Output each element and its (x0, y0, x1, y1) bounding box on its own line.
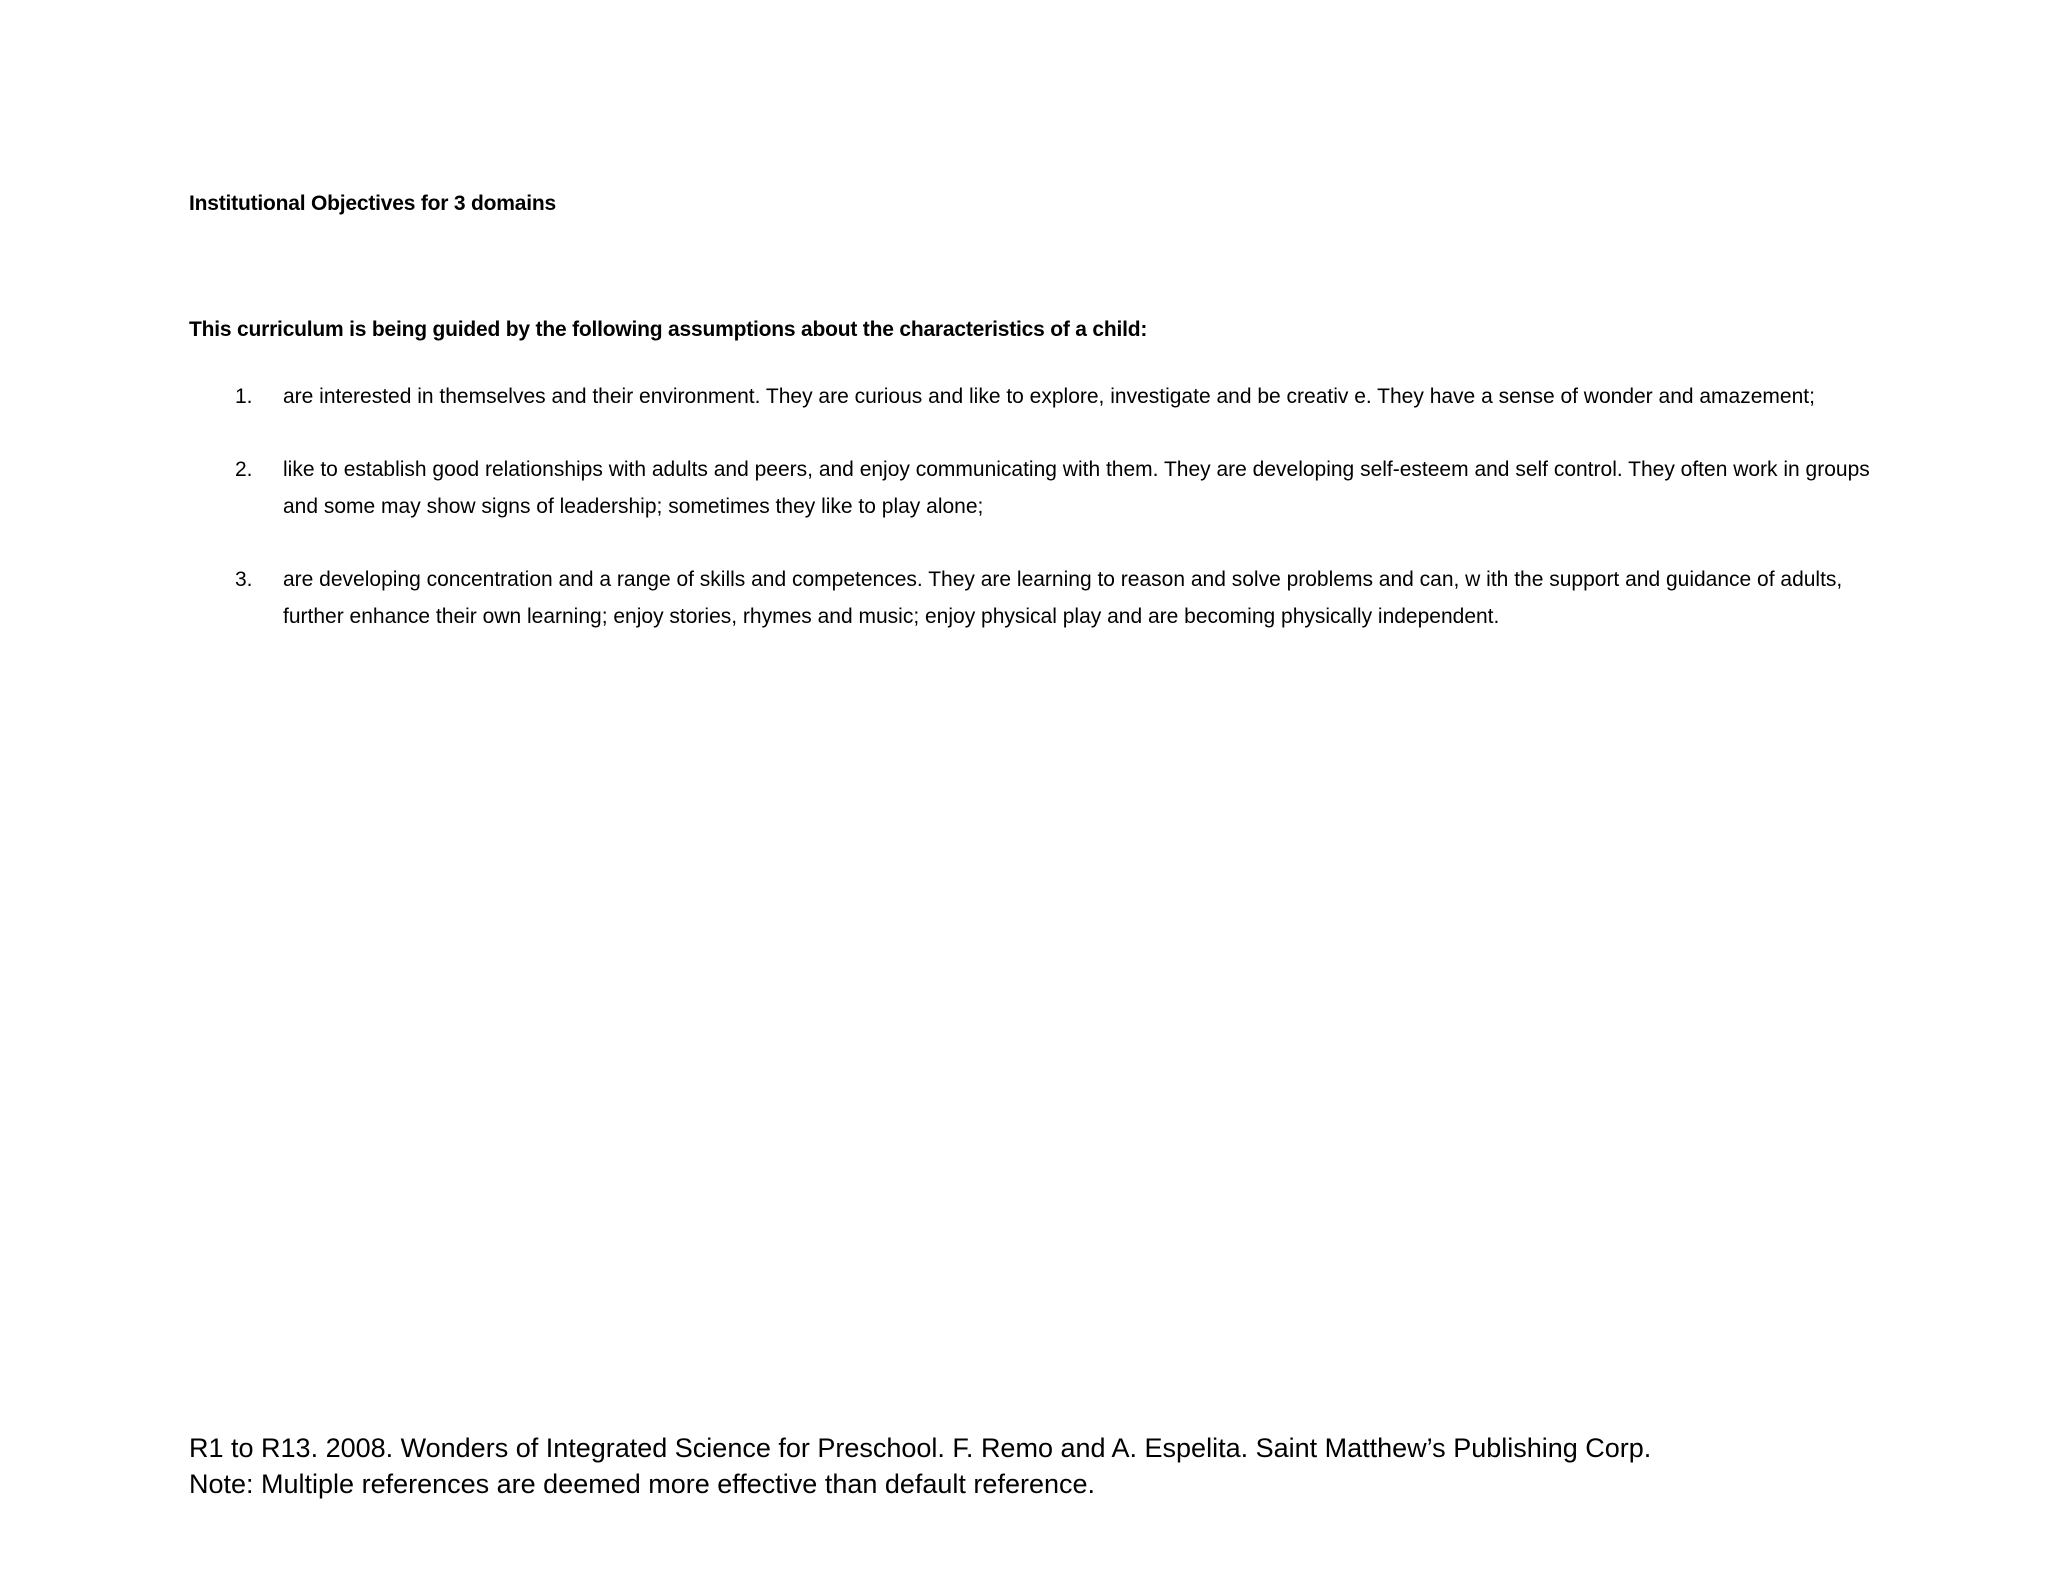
list-item-text: are interested in themselves and their environment. They are curious and like to explore, investigate and be creativ e. They have a sense of wonder and amazement; (283, 385, 1815, 408)
list-item (189, 451, 1889, 525)
note-line: Note: Multiple references are deemed more effective than default reference. (189, 1469, 1096, 1499)
footer-references (189, 1430, 1651, 1502)
intro-paragraph: This curriculum is being guided by the following assumptions about the characteristics of a child: (189, 318, 1148, 341)
list-item (189, 378, 1889, 415)
list-item-text: are developing concentration and a range of skills and competences. They are learning to reason and solve problems and can, w ith the support and guidance of adults, further enhance their own learning; enjoy stories, rhymes and music; enjoy physical play and are becoming physically independent. (283, 568, 1843, 628)
list-item-number: 3. (235, 568, 253, 591)
assumptions-list (189, 378, 1889, 671)
list-item-text: like to establish good relationships with adults and peers, and enjoy communicating with them. They are developing self-esteem and self control. They often work in groups and some may show signs of leadership; sometimes they like to play alone; (283, 458, 1870, 518)
list-item-number: 2. (235, 458, 253, 481)
page-title: Institutional Objectives for 3 domains (189, 192, 556, 215)
list-item (189, 561, 1889, 635)
list-item-number: 1. (235, 385, 253, 408)
reference-line: R1 to R13. 2008. Wonders of Integrated Science for Preschool. F. Remo and A. Espelita. Saint Matthew’s Publishing Corp. (189, 1433, 1652, 1463)
